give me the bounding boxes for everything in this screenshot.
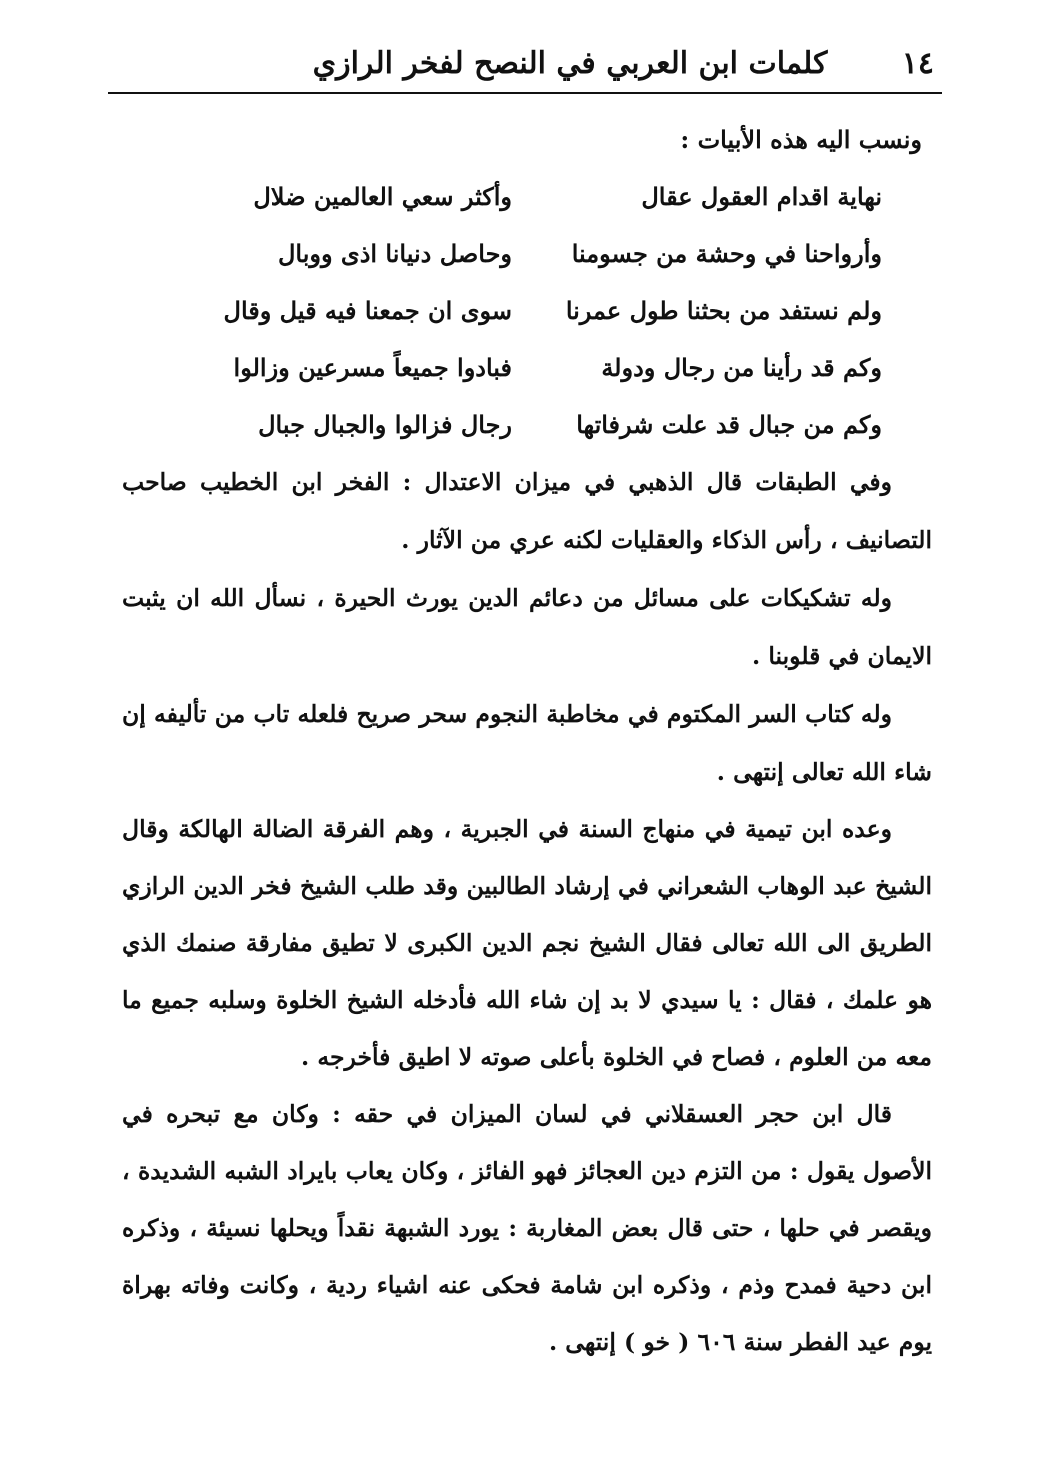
poem-verse	[122, 168, 932, 225]
verse-second-hemistich: رجال فزالوا والجبال جبال	[258, 410, 512, 439]
verse-second-hemistich: وأكثر سعي العالمين ضلال	[253, 182, 512, 211]
verse-first-hemistich: وأرواحنا في وحشة من جسومنا	[571, 239, 882, 268]
paragraph-ibn-hajar: قال ابن حجر العسقلاني في لسان الميزان في حقه : وكان مع تبحره في الأصول يقول : من التزم دين العجائز فهو الفائز ، وكان يعاب بايراد الشبه الشديدة ، ويقصر في حلها ، حتى قال بعض المغاربة : يورد الشبهة نقداً ويحلها نسيئة ، وذكره ابن دحية فمدح وذم ، وذكره ابن شامة فحكى عنه اشياء ردية ، وكانت وفاته بهراة يوم عيد الفطر سنة ٦٠٦ ( خو ) إنتهى .	[122, 1100, 932, 1356]
page-header	[108, 40, 942, 94]
verse-first-hemistich: وكم قد رأينا من رجال ودولة	[601, 353, 882, 382]
poem-intro: ونسب اليه هذه الأبيات :	[680, 125, 922, 154]
verse-second-hemistich: فبادوا جميعاً مسرعين وزالوا	[233, 353, 512, 382]
paragraph-ibn-taymiyya: وعده ابن تيمية في منهاج السنة في الجبرية ، وهم الفرقة الضالة الهالكة وقال الشيخ عبد الوهاب الشعراني في إرشاد الطالبين وقد طلب الشيخ فخر الدين الرازي الطريق الى الله تعالى فقال الشيخ نجم الدين الكبرى لا تطيق مفارقة صنمك الذي هو علمك ، فقال : يا سيدي لا بد إن شاء الله فأدخله الشيخ الخلوة وسلبه جميع ما معه من العلوم ، فصاح في الخلوة بأعلى صوته لا اطيق فأخرجه .	[122, 815, 932, 1071]
verse-first-hemistich: ولم نستفد من بحثنا طول عمرنا	[565, 296, 882, 325]
verse-second-hemistich: سوى ان جمعنا فيه قيل وقال	[223, 296, 512, 325]
paragraph-dhahabi: وفي الطبقات قال الذهبي في ميزان الاعتدال : الفخر ابن الخطيب صاحب التصانيف ، رأس الذكاء والعقليات لكنه عري من الآثار .	[122, 468, 932, 554]
page-body	[122, 112, 932, 1371]
verse-second-hemistich: وحاصل دنيانا اذى ووبال	[277, 239, 512, 268]
page-number: ١٤	[901, 46, 934, 81]
poem-verse	[122, 396, 932, 453]
running-title: كلمات ابن العربي في النصح لفخر الرازي	[312, 46, 828, 81]
verse-first-hemistich: نهاية اقدام العقول عقال	[641, 182, 882, 211]
paragraph-tashkikat: وله تشكيكات على مسائل من دعائم الدين يورث الحيرة ، نسأل الله ان يثبت الايمان في قلوبنا .	[122, 584, 932, 670]
paragraph-sirr-maktum: وله كتاب السر المكتوم في مخاطبة النجوم سحر صريح فلعله تاب من تأليفه إن شاء الله تعالى إنتهى .	[122, 700, 932, 786]
poem-verse	[122, 339, 932, 396]
poem	[122, 168, 932, 453]
verse-first-hemistich: وكم من جبال قد علت شرفاتها	[576, 410, 882, 439]
poem-verse	[122, 282, 932, 339]
poem-verse	[122, 225, 932, 282]
